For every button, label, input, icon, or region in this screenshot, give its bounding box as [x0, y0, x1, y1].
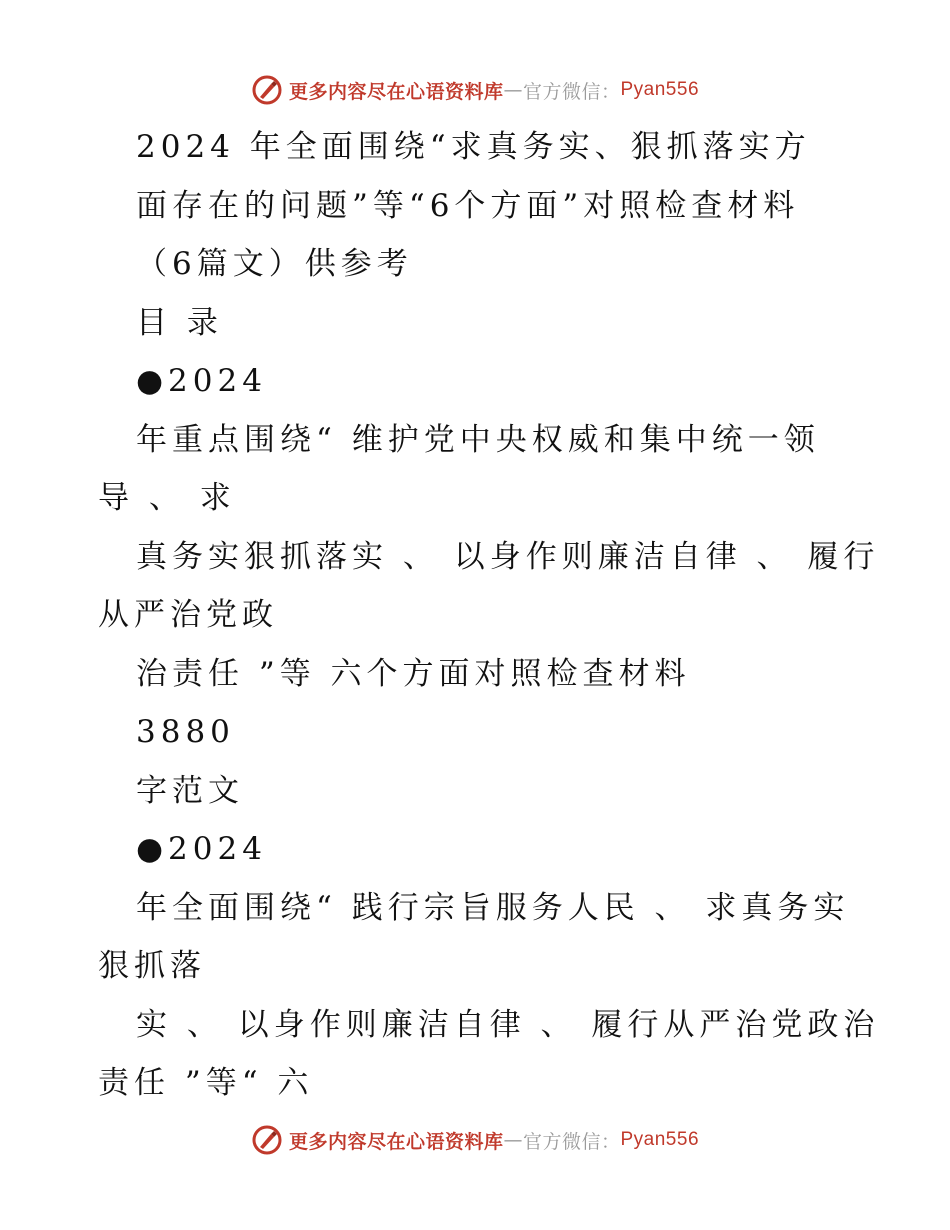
pen-circle-logo-icon	[251, 74, 283, 106]
toc-bullet-1: ●2024	[136, 363, 267, 399]
toc-item-1-line-3: 真务实狠抓落实 、 以身作则廉洁自律 、 履行	[136, 538, 880, 575]
banner-wechat-id: Pyan556	[620, 1129, 700, 1150]
doc-title-line-2: 面存在的问题”等“6个方面”对照检查材料	[136, 187, 800, 224]
doc-title-line-3: （6篇文）供参考	[136, 246, 413, 282]
document-body	[0, 118, 950, 1113]
toc-bullet-2: ●2024	[136, 831, 267, 867]
banner-promo-text: 更多内容尽在心语资料库	[288, 1130, 504, 1153]
banner-dash: —	[503, 1129, 523, 1151]
toc-item-1-line-1: 年重点围绕“ 维护党中央权威和集中统一领	[136, 421, 820, 458]
toc-item-2-line-4: 责任 ”等“ 六	[98, 1065, 314, 1101]
banner-official-label: 官方微信：	[522, 80, 621, 103]
toc-item-1-suffix: 字范文	[136, 772, 244, 809]
toc-item-2-line-1: 年全面围绕“ 践行宗旨服务人民 、 求真务实	[136, 889, 850, 926]
toc-item-2-line-3: 实 、 以身作则廉洁自律 、 履行从严治党政治	[136, 1006, 880, 1043]
banner-promo-text: 更多内容尽在心语资料库	[288, 80, 504, 103]
toc-item-1-line-4: 从严治党政	[98, 597, 278, 633]
banner-dash: —	[503, 79, 523, 101]
toc-item-1-line-2: 导 、 求	[98, 480, 236, 516]
header-banner	[0, 70, 950, 110]
pen-circle-logo-icon	[251, 1124, 283, 1156]
banner-official-label: 官方微信：	[522, 1130, 621, 1153]
toc-item-1-word-count: 3880	[136, 714, 235, 750]
toc-heading: 目 录	[136, 304, 223, 341]
toc-item-2-line-2: 狠抓落	[98, 948, 206, 984]
banner-wechat-id: Pyan556	[620, 79, 700, 100]
toc-item-1-line-5: 治责任 ”等 六个方面对照检查材料	[136, 655, 691, 692]
footer-banner	[0, 1120, 950, 1160]
doc-title-line-1: 2024 年全面围绕“求真务实、狠抓落实方	[136, 129, 811, 165]
